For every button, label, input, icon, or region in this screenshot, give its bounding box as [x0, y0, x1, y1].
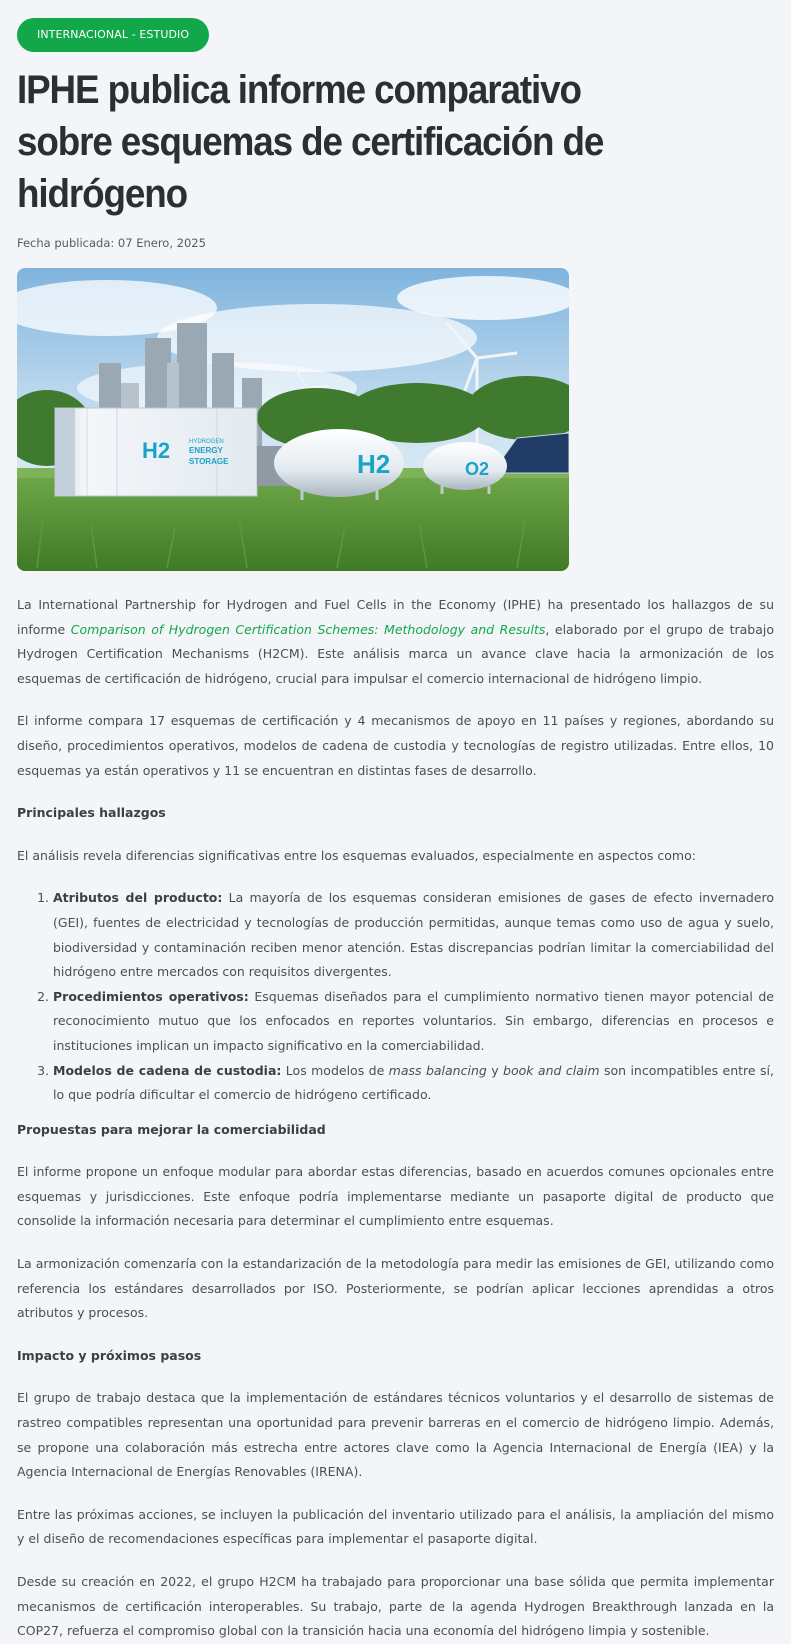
heading-impact: Impacto y próximos pasos: [17, 1347, 202, 1363]
finding-label: Atributos del producto:: [53, 890, 223, 906]
finding-text: La mayoría de los esquemas consideran emisiones de gases de efecto invernadero (GEI), fuentes de electricidad y tecnologías de producción permitidas, aunque temas como uso de agua y suelo, biodiversidad y contaminación reciben menor atención. Estas discrepancias podrían limitar la comerciabilidad del hidrógeno entre mercados con requisitos divergentes.: [53, 890, 774, 980]
paragraph-7: Entre las próximas acciones, se incluyen la publicación del inventario utilizado para el análisis, la ampliación del mismo y el diseño de recomendaciones específicas para implementar el pasaporte digital.: [17, 1506, 774, 1547]
heading-findings: Principales hallazgos: [17, 805, 166, 821]
paragraph-6: El grupo de trabajo destaca que la implementación de estándares técnicos voluntarios y el desarrollo de sistemas de rastreo compatibles representan una oportunidad para prevenir barreras en el comercio de hidrógeno limpio. Además, se propone una colaboración más estrecha entre actores clave como la Agencia Internacional de Energía (IEA) y la Agencia Internacional de Energías Renovables (IRENA).: [17, 1390, 774, 1480]
list-item: [53, 1059, 774, 1108]
intro-text-2: , elaborado por el grupo de trabajo Hydrogen Certification Mechanisms (H2CM). Este análisis marca un avance clave hacia la armonización de los esquemas de certificación de hidrógeno, crucial para impulsar el comercio internacional de hidrógeno limpio.: [17, 621, 774, 686]
finding-text: y: [486, 1062, 504, 1078]
paragraph-8: Desde su creación en 2022, el grupo H2CM ha trabajado para proporcionar una base sólida que permita implementar mecanismos de certificación interoperables. Su trabajo, parte de la agenda Hydrogen Breakthrough lanzada en la COP27, refuerza el compromiso global con la transición hacia una economía del hidrógeno limpia y sostenible.: [17, 1574, 774, 1639]
findings-list: [17, 886, 774, 1107]
container-text-3: STORAGE: [189, 457, 229, 466]
intro-text-1: La International Partnership for Hydrogen and Fuel Cells in the Economy (IPHE) ha presentado los hallazgos de su informe: [17, 597, 774, 637]
finding-text: Los modelos de: [281, 1062, 389, 1078]
finding-text: Esquemas diseñados para el cumplimiento normativo tienen mayor potencial de reconocimiento mutuo que los enfocados en reportes voluntarios. Sin embargo, diferencias en procesos e instituciones implican un impacto significativo en la comerciabilidad.: [53, 988, 774, 1053]
finding-text: son incompatibles entre sí, lo que podría dificultar el comercio de hidrógeno certificado.: [53, 1062, 774, 1103]
tank-o2-label: O2: [465, 459, 490, 479]
category-badge[interactable]: INTERNACIONAL - ESTUDIO: [17, 18, 209, 52]
paragraph-5: La armonización comenzaría con la estandarización de la metodología para medir las emisiones de GEI, utilizando como referencia los estándares desarrollados por ISO. Posteriormente, se podrían aplicar lecciones aprendidas a otros atributos y procesos.: [17, 1256, 774, 1321]
article-title: IPHE publica informe comparativo sobre esquemas de certificación de hidrógeno: [17, 68, 604, 216]
container-h2-mark: H2: [142, 438, 171, 463]
tank-h2-label: H2: [357, 449, 391, 479]
finding-label: Modelos de cadena de custodia:: [53, 1062, 282, 1078]
container-text-2: ENERGY: [189, 446, 223, 455]
intro-paragraph: [17, 593, 774, 691]
term-book-and-claim: book and claim: [503, 1062, 600, 1078]
term-mass-balancing: mass balancing: [388, 1062, 487, 1078]
finding-label: Procedimientos operativos:: [53, 988, 249, 1004]
paragraph-3: El análisis revela diferencias significativas entre los esquemas evaluados, especialmente en aspectos como:: [17, 847, 696, 863]
heading-proposals: Propuestas para mejorar la comerciabilidad: [17, 1121, 326, 1137]
publish-date: Fecha publicada: 07 Enero, 2025: [17, 236, 206, 250]
article-body: [17, 593, 774, 1644]
container-text-1: HYDROGEN: [189, 439, 224, 445]
list-item: [53, 985, 774, 1059]
hero-image: [17, 268, 569, 571]
list-item: [53, 886, 774, 984]
paragraph-2: El informe compara 17 esquemas de certificación y 4 mecanismos de apoyo en 11 países y regiones, abordando su diseño, procedimientos operativos, modelos de cadena de custodia y tecnologías de registro utilizadas. Entre ellos, 10 esquemas ya están operativos y 11 se encuentran en distintas fases de desarrollo.: [17, 713, 774, 778]
paragraph-4: El informe propone un enfoque modular para abordar estas diferencias, basado en acuerdos comunes opcionales entre esquemas y jurisdicciones. Este enfoque podría implementarse mediante un pasaporte digital de producto que consolide la información necesaria para determinar el cumplimiento entre esquemas.: [17, 1164, 774, 1229]
report-link[interactable]: Comparison of Hydrogen Certification Schemes: Methodology and Results: [70, 621, 546, 637]
